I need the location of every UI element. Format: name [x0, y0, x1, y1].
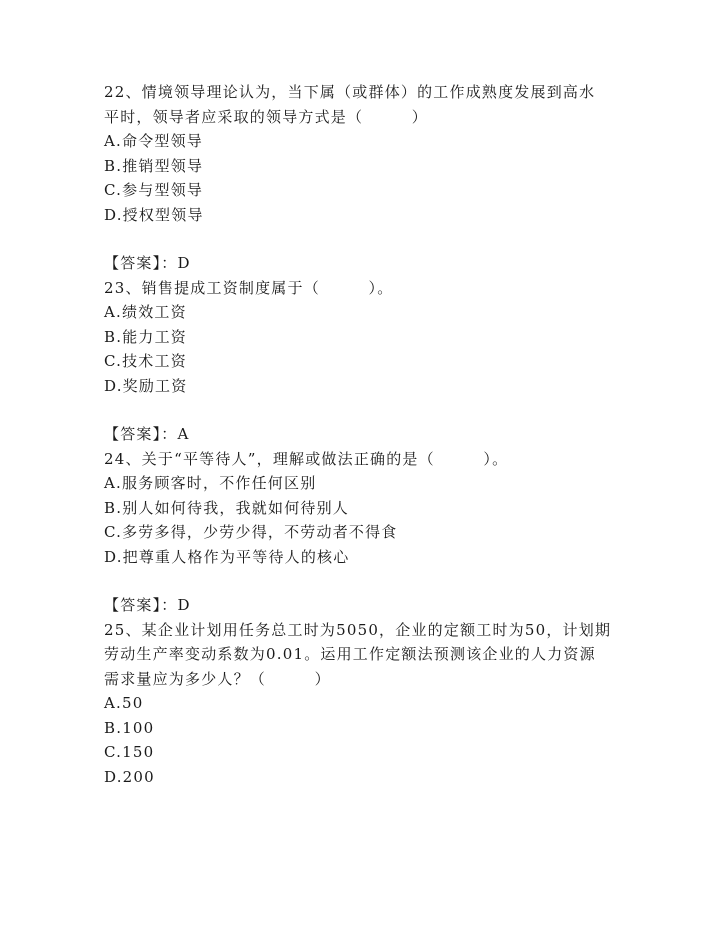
option-b: B.推销型领导 [104, 156, 204, 175]
option-c: C.150 [104, 743, 155, 761]
option-a: A.绩效工资 [104, 303, 187, 321]
option-c: C.参与型领导 [104, 181, 204, 199]
question-23 [104, 276, 624, 447]
document-page [104, 80, 624, 789]
option-b: B.能力工资 [104, 327, 187, 346]
question-stem: 劳动生产率变动系数为0.01。运用工作定额法预测该企业的人力资源 [104, 645, 596, 663]
option-d: D.200 [104, 767, 155, 786]
question-22 [104, 80, 624, 276]
answer-label: 【答案】：D [104, 254, 191, 272]
question-stem: 25、某企业计划用任务总工时为5050，企业的定额工时为50，计划期 [104, 620, 612, 639]
question-stem: 平时，领导者应采取的领导方式是（ ） [104, 107, 429, 126]
answer-label: 【答案】：A [104, 425, 190, 443]
option-c: C.多劳多得，少劳少得，不劳动者不得食 [104, 523, 398, 541]
option-c: C.技术工资 [104, 352, 187, 370]
option-d: D.奖励工资 [104, 376, 188, 395]
option-b: B.100 [104, 718, 155, 737]
question-stem: 需求量应为多少人？（ ） [104, 669, 331, 688]
option-b: B.别人如何待我，我就如何待别人 [104, 498, 349, 517]
question-stem: 23、销售提成工资制度属于（ ）。 [104, 278, 394, 297]
question-stem: 22、情境领导理论认为，当下属（或群体）的工作成熟度发展到高水 [104, 83, 596, 101]
question-25 [104, 618, 624, 790]
option-d: D.授权型领导 [104, 205, 204, 224]
option-a: A.50 [104, 694, 144, 712]
answer-label: 【答案】：D [104, 596, 191, 614]
option-a: A.命令型领导 [104, 132, 204, 150]
option-a: A.服务顾客时，不作任何区别 [104, 474, 317, 492]
option-d: D.把尊重人格作为平等待人的核心 [104, 547, 350, 566]
question-24 [104, 447, 624, 618]
question-stem: 24、关于“平等待人”，理解或做法正确的是（ ）。 [104, 449, 509, 468]
